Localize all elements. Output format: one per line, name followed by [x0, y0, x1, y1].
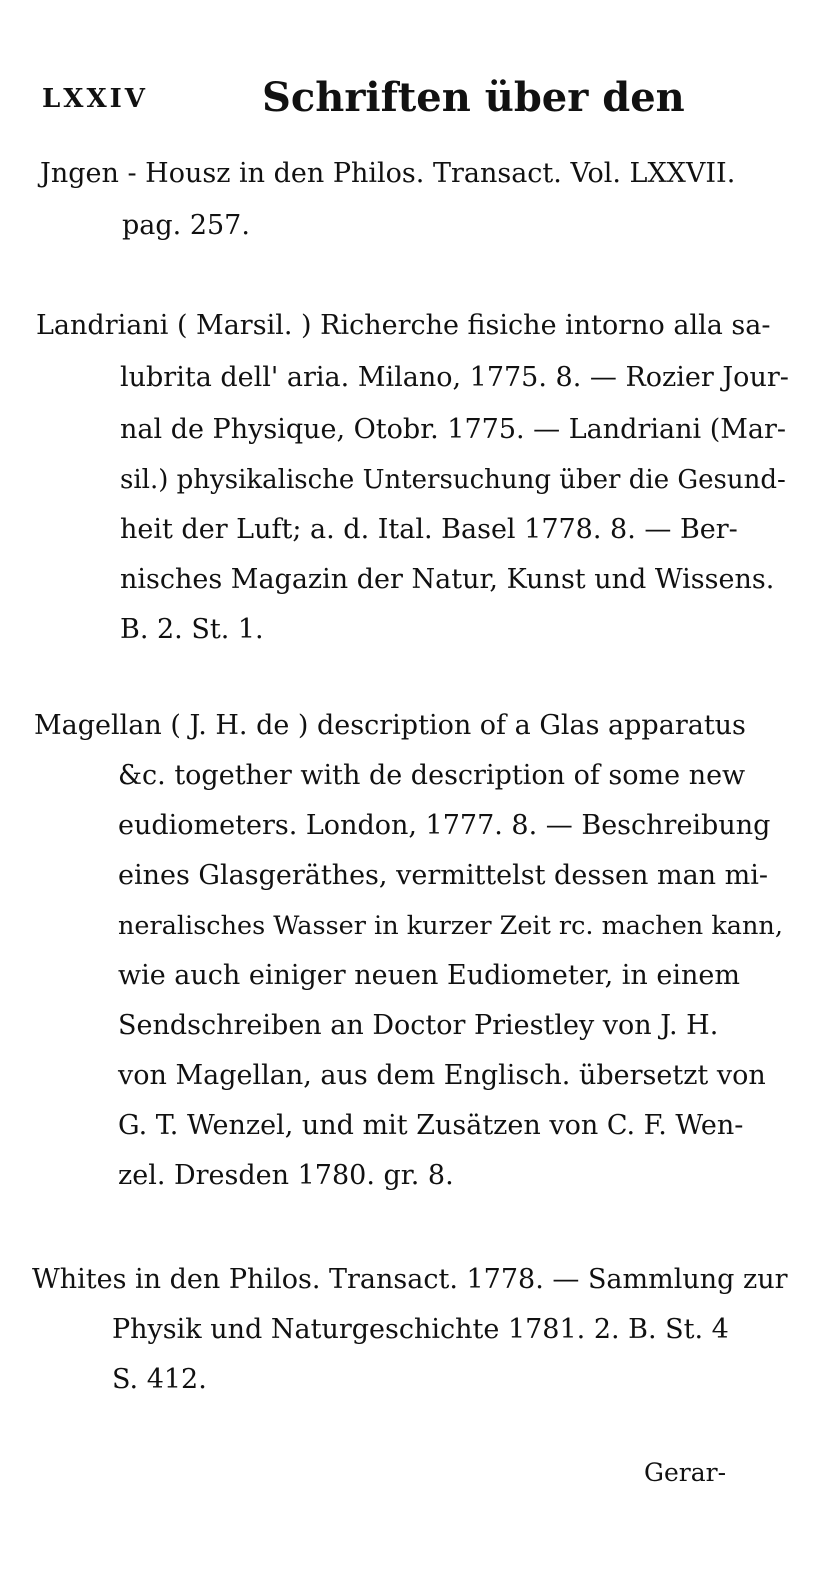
entry-line: neralisches Wasser in kurzer Zeit rc. machen kann,: [118, 911, 783, 941]
entry-line: wie auch einiger neuen Eudiometer, in einem: [118, 960, 740, 991]
entry-line: Landriani ( Marsil. ) Richerche fisiche intorno alla sa-: [36, 310, 771, 341]
entry-line: &c. together with de description of some new: [118, 760, 746, 791]
running-head: Schriften über den: [262, 74, 685, 121]
entry-line: eudiometers. London, 1777. 8. — Beschreibung: [118, 810, 771, 841]
entry-line: B. 2. St. 1.: [120, 614, 264, 645]
entry-line: heit der Luft; a. d. Ital. Basel 1778. 8. — Ber-: [120, 514, 738, 545]
entry-line: eines Glasgeräthes, vermittelst dessen man mi-: [118, 860, 769, 891]
entry-line: S. 412.: [112, 1364, 207, 1395]
entry-line: Whites in den Philos. Transact. 1778. — Sammlung zur: [32, 1264, 788, 1295]
entry-line: Physik und Naturgeschichte 1781. 2. B. St. 4: [112, 1314, 729, 1345]
entry-line: lubrita dell' aria. Milano, 1775. 8. — Rozier Jour-: [120, 362, 789, 393]
catchword: Gerar-: [644, 1458, 727, 1487]
entry-line: Jngen - Housz in den Philos. Transact. Vol. LXXVII.: [40, 158, 736, 189]
entry-line: Sendschreiben an Doctor Priestley von J. H.: [118, 1010, 719, 1041]
entry-line: von Magellan, aus dem Englisch. übersetzt von: [118, 1060, 766, 1091]
page-number: LXXIV: [42, 84, 148, 114]
entry-line: G. T. Wenzel, und mit Zusätzen von C. F. Wen-: [118, 1110, 744, 1141]
entry-line: nisches Magazin der Natur, Kunst und Wissens.: [120, 564, 775, 595]
entry-line: Magellan ( J. H. de ) description of a Glas apparatus: [34, 710, 746, 741]
entry-line: nal de Physique, Otobr. 1775. — Landriani (Mar-: [120, 414, 787, 445]
entry-line: zel. Dresden 1780. gr. 8.: [118, 1160, 454, 1191]
entry-line: pag. 257.: [122, 210, 250, 241]
entry-line: sil.) physikalische Untersuchung über die Gesund-: [120, 465, 786, 495]
